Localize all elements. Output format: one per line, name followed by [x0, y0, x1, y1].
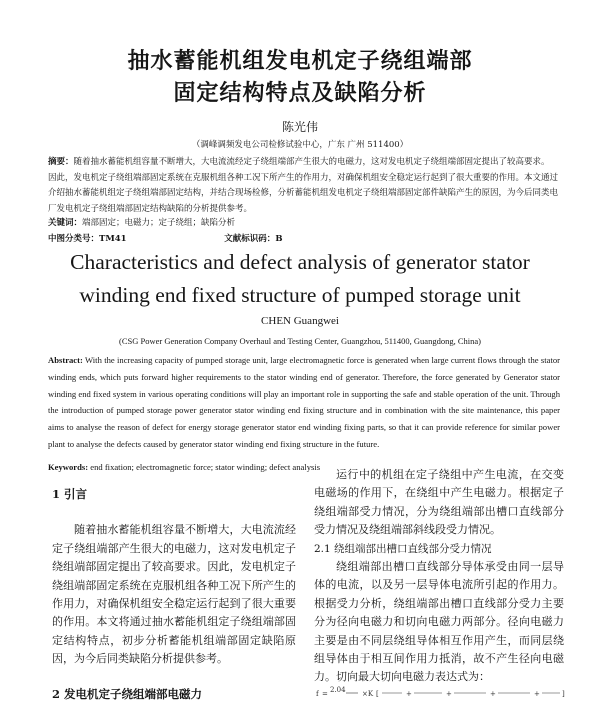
- section-2-heading: 2 发电机定子绕组端部电磁力: [52, 686, 203, 701]
- subsection-2-1-heading: 2.1 绕组端部出槽口直线部分受力情况: [314, 542, 492, 555]
- svg-text:f: f: [316, 690, 319, 698]
- svg-text:+: +: [490, 690, 496, 698]
- en-abstract-label: Abstract:: [48, 355, 83, 365]
- en-author: CHEN Guangwei: [261, 315, 339, 327]
- doc-code-value: B: [275, 234, 283, 244]
- class-number-label: 中图分类号：: [48, 234, 100, 244]
- cn-abstract-text: 随着抽水蓄能机组容量不断增大，大电流流经定子绕组端部产生很大的电磁力，这对发电机定子绕组端部固定提出了较高要求。因此，发电机定子绕组端部固定系统在克服机组各种工况下所产生的作用力，对确保机组安全稳定运行起到了很大重要的作用。本文通过介绍抽水蓄能机组定子绕组端部固定结构，并结合现场检修，分析蓄能机组发电机定子绕组端部固定部件缺陷产生的原因，为今后同类电厂发电机定子绕组端部固定结构缺陷的分析提供参考。: [48, 157, 559, 214]
- en-keywords-label: Keywords:: [48, 462, 89, 472]
- en-abstract-text: With the increasing capacity of pumped storage unit, large electromagnetic force is generated when large current flows through the stator winding ends, which puts forward higher requirements to the stator winding end of generator. Therefore, the force generated by Generator stator winding end fixed system in various operating conditions will play an important role in supporting the safe and stable operation of the unit. Through the introduction of pumped storage power generator stator winding end fixing structure and in combination with the site maintenance, this paper aims to analyse the reason of defect for energy storage generator stator end winding fixing parts, so that it can provide reference for similar power plant to analyse the defects caused by generator stator winding end fixing structure in the future.: [48, 355, 560, 449]
- svg-text:2.04: 2.04: [330, 686, 346, 694]
- svg-text:]: ]: [562, 690, 565, 698]
- svg-text:×K: ×K: [362, 690, 374, 698]
- svg-text:=: =: [322, 690, 328, 698]
- doc-code-label: 文献标识码：: [224, 234, 276, 244]
- svg-text:[: [: [376, 690, 379, 698]
- svg-text:+: +: [446, 690, 452, 698]
- cn-keywords-text: 端部固定；电磁力；定子绕组；缺陷分析: [82, 218, 236, 228]
- cn-title-line2: 固定结构特点及缺陷分析: [173, 80, 427, 106]
- right-paragraph-2: 绕组端部出槽口直线部分导体承受由同一层导体的电流，以及另一层导体电流所引起的作用力。根据受力分析，绕组端部出槽口直线部分受力主要分为径向电磁力和切向电磁力两部分。径向电磁力主要是由不同层绕组导体相互作用产生，而同层绕组导体由于相互间作用力抵消，故不产生径向电磁力。切向最大切向电磁力表达式为：: [314, 560, 564, 684]
- class-number-value: TM41: [99, 234, 127, 244]
- cn-keywords: [48, 216, 558, 232]
- en-affiliation: (CSG Power Generation Company Overhaul and Testing Center, Guangzhou, 511400, Guangdong, China): [119, 336, 481, 346]
- cn-classification: [48, 232, 558, 248]
- en-keywords-text: end fixation; electromagnetic force; stator winding; defect analysis: [90, 462, 321, 472]
- formula-image: [316, 683, 566, 705]
- cn-keywords-label: 关键词：: [48, 218, 83, 228]
- en-title-line2: winding end fixed structure of pumped storage unit: [79, 283, 521, 307]
- right-column: [314, 466, 564, 687]
- en-title-line1: Characteristics and defect analysis of generator stator: [70, 250, 530, 274]
- en-abstract: [48, 352, 560, 453]
- svg-text:+: +: [406, 690, 412, 698]
- section-1-paragraph: 随着抽水蓄能机组容量不断增大，大电流流经定子绕组端部产生很大的电磁力，这对发电机定子绕组端部固定提出了较高要求。因此，发电机定子绕组端部固定系统在克服机组各种工况下所产生的作用力，对确保机组安全稳定运行起到了很大重要的作用。本文将通过抽水蓄能机组定子绕组端部固定结构特点，初步分析蓄能机组端部固定缺陷原因，为今后同类缺陷分析提供参考。: [52, 523, 296, 666]
- formula-glyphs: [316, 683, 566, 705]
- cn-abstract-label: 摘要：: [48, 157, 74, 167]
- right-paragraph-1: 运行中的机组在定子绕组中产生电流，在交变电磁场的作用下，在绕组中产生电磁力。根据定子绕组端部受力情况，分为绕组端部出槽口直线部分受力情况及绕组端部斜线段受力情况。: [314, 468, 564, 537]
- left-column: [52, 485, 296, 703]
- cn-title-line1: 抽水蓄能机组发电机定子绕组端部: [127, 48, 473, 74]
- svg-text:+: +: [534, 690, 540, 698]
- cn-affiliation: （调峰调频发电公司检修试验中心，广东 广州 511400）: [191, 140, 409, 150]
- cn-author: 陈光伟: [281, 120, 318, 134]
- cn-abstract: [48, 155, 558, 217]
- section-1-heading: 1 引言: [52, 487, 88, 501]
